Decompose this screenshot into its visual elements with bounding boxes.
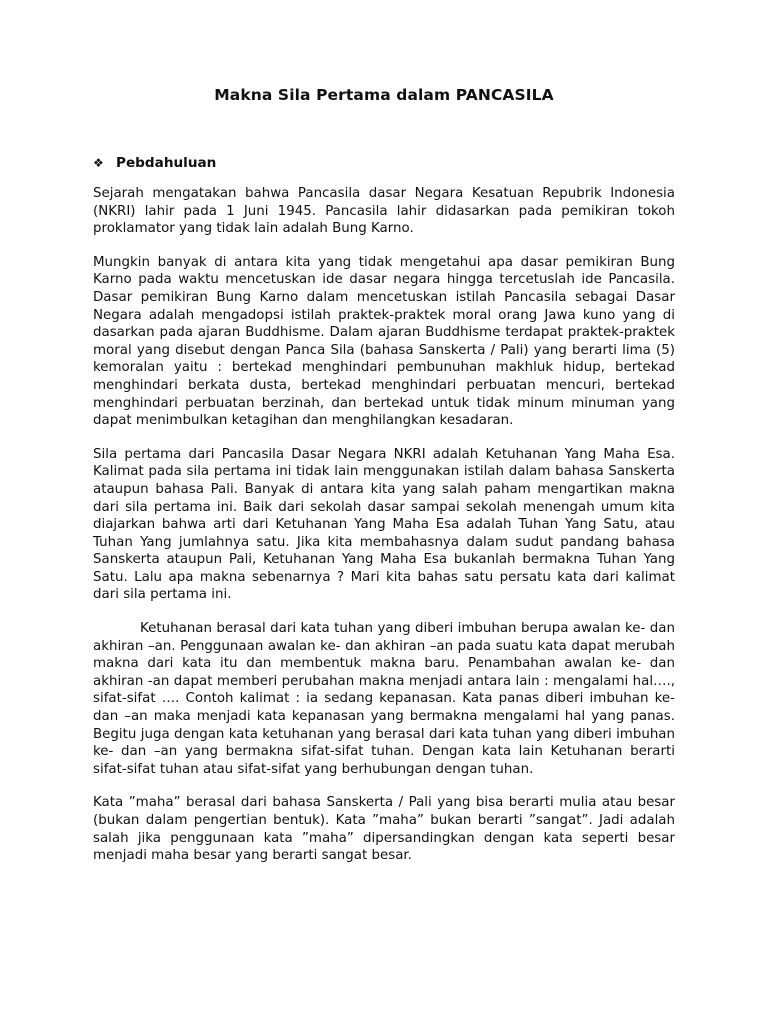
paragraph-sila-pertama: Sila pertama dari Pancasila Dasar Negara NKRI adalah Ketuhanan Yang Maha Esa. Kalimat pada sila pertama ini tidak lain menggunakan istilah dalam bahasa Sanskerta ataupun bahasa Pali. Banyak di antara kita yang salah paham mengartikan makna dari sila pertama ini. Baik dari sekolah dasar sampai sekolah menengah umum kita diajarkan bahwa arti dari Ketuhanan Yang Maha Esa adalah Tuhan Yang Satu, atau Tuhan Yang jumlahnya satu. Jika kita membahasnya dalam sudut pandang bahasa Sanskerta ataupun Pali, Ketuhanan Yang Maha Esa bukanlah bermakna Tuhan Yang Satu. Lalu apa makna sebenarnya ? Mari kita bahas satu persatu kata dari kalimat dari sila pertama ini.	[93, 446, 675, 603]
section-heading-label: Pebdahuluan	[116, 155, 217, 171]
paragraph-ketuhanan: Ketuhanan berasal dari kata tuhan yang diberi imbuhan berupa awalan ke- dan akhiran –an. Penggunaan awalan ke- dan akhiran –an pada suatu kata dapat merubah makna dari kata itu dan membentuk makna baru. Penambahan awalan ke- dan akhiran -an dapat memberi perubahan makna menjadi antara lain : mengalami hal…., sifat-sifat …. Contoh kalimat : ia sedang kepanasan. Kata panas diberi imbuhan ke- dan –an maka menjadi kata kepanasan yang bermakna mengalami hal yang panas. Begitu juga dengan kata ketuhanan yang berasal dari kata tuhan yang diberi imbuhan ke- dan –an yang bermakna sifat-sifat tuhan. Dengan kata lain Ketuhanan berarti sifat-sifat tuhan atau sifat-sifat yang berhubungan dengan tuhan.	[93, 621, 675, 777]
section-heading	[93, 155, 216, 171]
paragraph-intro: Sejarah mengatakan bahwa Pancasila dasar Negara Kesatuan Repubrik Indonesia (NKRI) lahir pada 1 Juni 1945. Pancasila lahir didasarkan pada pemikiran tokoh proklamator yang tidak lain adalah Bung Karno.	[93, 186, 675, 237]
diamond-cluster-icon: ❖	[93, 156, 104, 170]
document-title: Makna Sila Pertama dalam PANCASILA	[214, 86, 554, 104]
paragraph-bung-karno: Mungkin banyak di antara kita yang tidak mengetahui apa dasar pemikiran Bung Karno pada waktu mencetuskan ide dasar negara hingga tercetuslah ide Pancasila. Dasar pemikiran Bung Karno dalam mencetuskan istilah Pancasila sebagai Dasar Negara adalah mengadopsi istilah praktek-praktek moral orang Jawa kuno yang di dasarkan pada ajaran Buddhisme. Dalam ajaran Buddhisme terdapat praktek-praktek moral yang disebut dengan Panca Sila (bahasa Sanskerta / Pali) yang berarti lima (5) kemoralan yaitu : bertekad menghindari pembunuhan makhluk hidup, bertekad menghindari berkata dusta, bertekad menghindari perbuatan mencuri, bertekad menghindari perbuatan berzinah, dan bertekad untuk tidak minum minuman yang dapat menimbulkan ketagihan dan menghilangkan kesadaran.	[93, 254, 675, 429]
document-body	[93, 185, 675, 881]
paragraph-maha: Kata ”maha” berasal dari bahasa Sanskerta / Pali yang bisa berarti mulia atau besar (bukan dalam pengertian bentuk). Kata ”maha” bukan berarti ”sangat”. Jadi adalah salah jika penggunaan kata ”maha” dipersandingkan dengan kata seperti besar menjadi maha besar yang berarti sangat besar.	[93, 795, 675, 864]
